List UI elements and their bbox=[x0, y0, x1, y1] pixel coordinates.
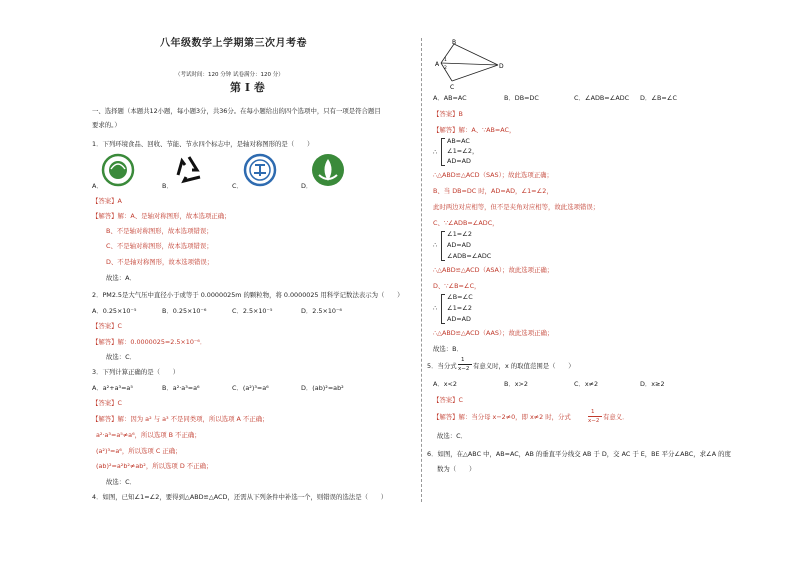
q1-option-c-note: C、不是轴对称图形，故本选项错误； bbox=[106, 242, 213, 250]
q5-stem-a: 5．当分式 bbox=[427, 362, 457, 370]
q3-answer: 【答案】C bbox=[92, 399, 123, 407]
fig-label-2: 2 bbox=[444, 66, 447, 71]
q5-conclusion: 故选：C． bbox=[437, 432, 468, 440]
q4-d-line-2: ∠1=∠2 bbox=[447, 304, 472, 312]
column-divider bbox=[421, 38, 422, 502]
q4-a-end: ∴△ABD≌△ACD（SAS）；故此选项正确； bbox=[433, 171, 553, 179]
q1-option-d-note: D、不是轴对称图形，故本选项错误； bbox=[106, 258, 214, 266]
q5-analysis-frac-num: 1 bbox=[591, 409, 595, 415]
q3-option-a: A．a²+a³=a⁵ bbox=[92, 384, 133, 392]
q4-c-line-3: ∠ADB=∠ADC bbox=[447, 252, 492, 260]
therefore-symbol-3: ∴ bbox=[433, 304, 438, 312]
q1-analysis: 【解答】解：A、是轴对称图形，故本选项正确； bbox=[92, 212, 231, 220]
q6-stem: 6．如图，在△ABC 中，AB=AC，AB 的垂直平分线交 AB 于 D，交 AC 于 E，BE 平分∠ABC，求∠A 的度 bbox=[427, 450, 731, 458]
q2-conclusion: 故选：C． bbox=[106, 353, 137, 361]
fig-label-c: C bbox=[450, 84, 455, 90]
green-food-logo-icon bbox=[101, 153, 135, 187]
q4-b-head: B、当 DB=DC 时，AD=AD，∠1=∠2， bbox=[433, 187, 553, 195]
q4-option-d: D．∠B=∠C bbox=[640, 94, 677, 102]
q2-option-a: A．0.25×10⁻⁵ bbox=[92, 307, 137, 315]
q3-option-c-note: (a²)³=a⁶，所以选项 C 正确； bbox=[96, 447, 182, 455]
q3-analysis: 【解答】解：因为 a² 与 a³ 不是同类项，所以选项 A 不正确； bbox=[92, 415, 269, 423]
q5-stem-b: 有意义时，x 的取值范围是（ ） bbox=[473, 362, 575, 370]
q3-option-d-note: (ab)²=a²b²≠ab²，所以选项 D 不正确； bbox=[96, 462, 213, 470]
section-intro-cont: 要求的。） bbox=[92, 121, 121, 129]
q4-d-line-3: AD=AD bbox=[447, 315, 471, 323]
q4-option-a: A．AB=AC bbox=[433, 94, 467, 102]
q5-analysis-frac-den: x−2 bbox=[588, 418, 600, 424]
q2-analysis: 【解答】解：0.0000025=2.5×10⁻⁶． bbox=[92, 338, 207, 346]
q2-option-b: B．0.25×10⁻⁶ bbox=[162, 307, 207, 315]
q3-stem: 3．下列计算正确的是（ ） bbox=[92, 368, 180, 376]
fig-label-a: A bbox=[435, 61, 440, 68]
therefore-symbol-2: ∴ bbox=[433, 241, 438, 249]
q4-triangle-figure bbox=[432, 38, 508, 90]
q3-option-c: C．(a²)³=a⁶ bbox=[232, 384, 269, 392]
q5-option-b: B．x>2 bbox=[504, 380, 528, 388]
q4-c-line-1: ∠1=∠2 bbox=[447, 230, 472, 238]
q4-option-b: B．DB=DC bbox=[504, 94, 539, 102]
q5-option-d: D．x≥2 bbox=[640, 380, 665, 388]
q4-a-line-2: ∠1=∠2， bbox=[447, 147, 479, 155]
q4-d-end: ∴△ABD≌△ACD（AAS）；故此选项正确； bbox=[433, 329, 554, 337]
q4-a-brace bbox=[441, 138, 445, 166]
q2-stem: 2．PM2.5是大气压中直径小于或等于 0.0000025m 的颗粒物，将 0.0000025 用科学记数法表示为（ ） bbox=[92, 291, 404, 299]
q4-b-end: 此时两边对应相等，但不是夹角对应相等，故此选项错误； bbox=[433, 203, 600, 211]
q5-frac-den: x−2 bbox=[458, 366, 470, 372]
fig-label-b: B bbox=[452, 39, 457, 46]
q4-d-brace bbox=[441, 294, 445, 324]
q6-stem-cont: 数为（ ） bbox=[437, 465, 476, 473]
q4-a-line-1: AB=AC bbox=[447, 137, 470, 145]
q4-c-head: C、∵∠ADB=∠ADC， bbox=[433, 219, 499, 227]
part-heading: 第 Ⅰ 卷 bbox=[230, 81, 265, 94]
q3-option-d: D．(ab)²=ab² bbox=[301, 384, 344, 392]
q3-conclusion: 故选：C． bbox=[106, 478, 137, 486]
q1-answer: 【答案】A bbox=[92, 197, 122, 205]
q3-option-b: B．a²·a³=a⁶ bbox=[162, 384, 200, 392]
q4-option-c: C．∠ADB=∠ADC bbox=[574, 94, 630, 102]
q1-label-a: A． bbox=[92, 182, 103, 190]
q1-conclusion: 故选：A． bbox=[106, 274, 136, 282]
q1-stem: 1．下列环境食品、回收、节能、节水四个标志中，是轴对称图形的是（ ） bbox=[92, 140, 314, 148]
q5-answer: 【答案】C bbox=[433, 396, 464, 404]
q2-option-d: D．2.5×10⁻⁶ bbox=[301, 307, 342, 315]
water-saving-logo-icon bbox=[311, 153, 345, 187]
q4-c-brace bbox=[441, 231, 445, 261]
q2-answer: 【答案】C bbox=[92, 322, 123, 330]
q3-option-b-note: a²·a³=a⁵≠a⁶，所以选项 B 不正确； bbox=[96, 431, 201, 439]
q4-d-line-1: ∠B=∠C bbox=[447, 293, 473, 301]
q1-option-b-note: B、不是轴对称图形，故本选项错误； bbox=[106, 227, 213, 235]
exam-title: 八年级数学上学期第三次月考卷 bbox=[160, 38, 307, 49]
q5-option-a: A．x<2 bbox=[433, 380, 457, 388]
q4-c-line-2: AD=AD bbox=[447, 241, 471, 249]
q2-option-c: C．2.5×10⁻⁵ bbox=[232, 307, 273, 315]
q5-analysis-a: 【解答】解：当分母 x−2≠0，即 x≠2 时，分式 bbox=[433, 413, 571, 421]
q4-c-end: ∴△ABD≌△ACD（ASA）；故此选项正确； bbox=[433, 266, 554, 274]
energy-saving-logo-icon bbox=[243, 153, 277, 187]
q1-label-b: B． bbox=[162, 182, 173, 190]
q4-answer: 【答案】B bbox=[433, 110, 463, 118]
exam-meta: （考试时间：120 分钟 试卷满分：120 分） bbox=[175, 72, 284, 78]
q4-d-head: D、∵∠B=∠C， bbox=[433, 282, 481, 290]
section-intro: 一、选择题（本题共12小题，每小题3分，共36分。在每小题给出的四个选项中，只有一项是符合题目 bbox=[92, 107, 381, 115]
fig-label-1: 1 bbox=[444, 58, 447, 63]
therefore-symbol: ∴ bbox=[433, 148, 438, 156]
q4-stem: 4．如图，已知∠1=∠2，要得到△ABD≌△ACD，还需从下列条件中补选一个，则错误的选法是（ ） bbox=[92, 493, 388, 501]
q4-a-line-3: AD=AD bbox=[447, 157, 471, 165]
q5-frac-num: 1 bbox=[461, 357, 465, 363]
q4-a-head: 【解答】解：A、∵AB=AC， bbox=[433, 126, 516, 134]
q5-analysis-b: 有意义． bbox=[603, 413, 629, 421]
q4-conclusion: 故选：B． bbox=[433, 345, 463, 353]
q1-label-c: C． bbox=[232, 182, 243, 190]
q1-label-d: D． bbox=[301, 182, 313, 190]
recycle-icon bbox=[172, 153, 206, 187]
fig-label-d: D bbox=[499, 63, 504, 70]
q5-option-c: C．x≠2 bbox=[574, 380, 599, 388]
